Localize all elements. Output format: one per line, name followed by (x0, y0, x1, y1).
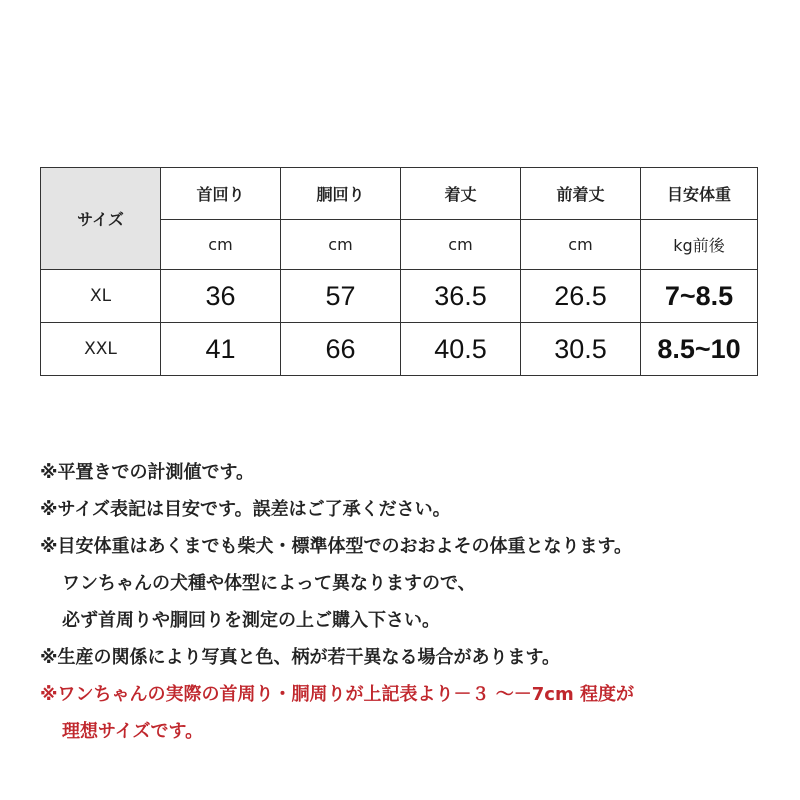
cell-value: 40.5 (401, 323, 521, 376)
cell-value: 57 (281, 270, 401, 323)
note-line: ※サイズ表記は目安です。誤差はご了承ください。 (40, 499, 451, 520)
column-header-front-length: 前着丈 (521, 168, 641, 220)
cell-weight-value: 8.5~10 (641, 323, 758, 376)
cell-value: 26.5 (521, 270, 641, 323)
cell-value: 30.5 (521, 323, 641, 376)
notes-block (40, 454, 780, 750)
column-header-length: 着丈 (401, 168, 521, 220)
cell-value: 36.5 (401, 270, 521, 323)
table-header-row (41, 168, 758, 220)
cell-weight-value: 7~8.5 (641, 270, 758, 323)
unit-length: cm (401, 220, 521, 270)
size-table (40, 167, 758, 376)
note-line-highlight: ※ワンちゃんの実際の首周り・胴周りが上記表より－３ ～－7cm 程度が (40, 684, 634, 705)
table-row (41, 323, 758, 376)
note-line: ワンちゃんの犬種や体型によって異なりますので、 (62, 573, 476, 594)
unit-neck: cm (161, 220, 281, 270)
row-size-label: XL (41, 270, 161, 323)
row-size-label: XXL (41, 323, 161, 376)
table-row (41, 270, 758, 323)
cell-value: 66 (281, 323, 401, 376)
note-line: ※平置きでの計測値です。 (40, 462, 255, 483)
note-line-highlight: 理想サイズです。 (62, 721, 204, 742)
unit-front-length: cm (521, 220, 641, 270)
column-header-neck: 首回り (161, 168, 281, 220)
unit-chest: cm (281, 220, 401, 270)
note-line: ※生産の関係により写真と色、柄が若干異なる場合があります。 (40, 647, 561, 668)
column-header-chest: 胴回り (281, 168, 401, 220)
cell-value: 36 (161, 270, 281, 323)
note-line: 必ず首周りや胴回りを測定の上ご購入下さい。 (62, 610, 440, 631)
unit-weight: kg前後 (641, 220, 758, 270)
cell-value: 41 (161, 323, 281, 376)
size-header-cell: サイズ (41, 168, 161, 270)
note-line: ※目安体重はあくまでも柴犬・標準体型でのおおよその体重となります。 (40, 536, 633, 557)
column-header-weight: 目安体重 (641, 168, 758, 220)
